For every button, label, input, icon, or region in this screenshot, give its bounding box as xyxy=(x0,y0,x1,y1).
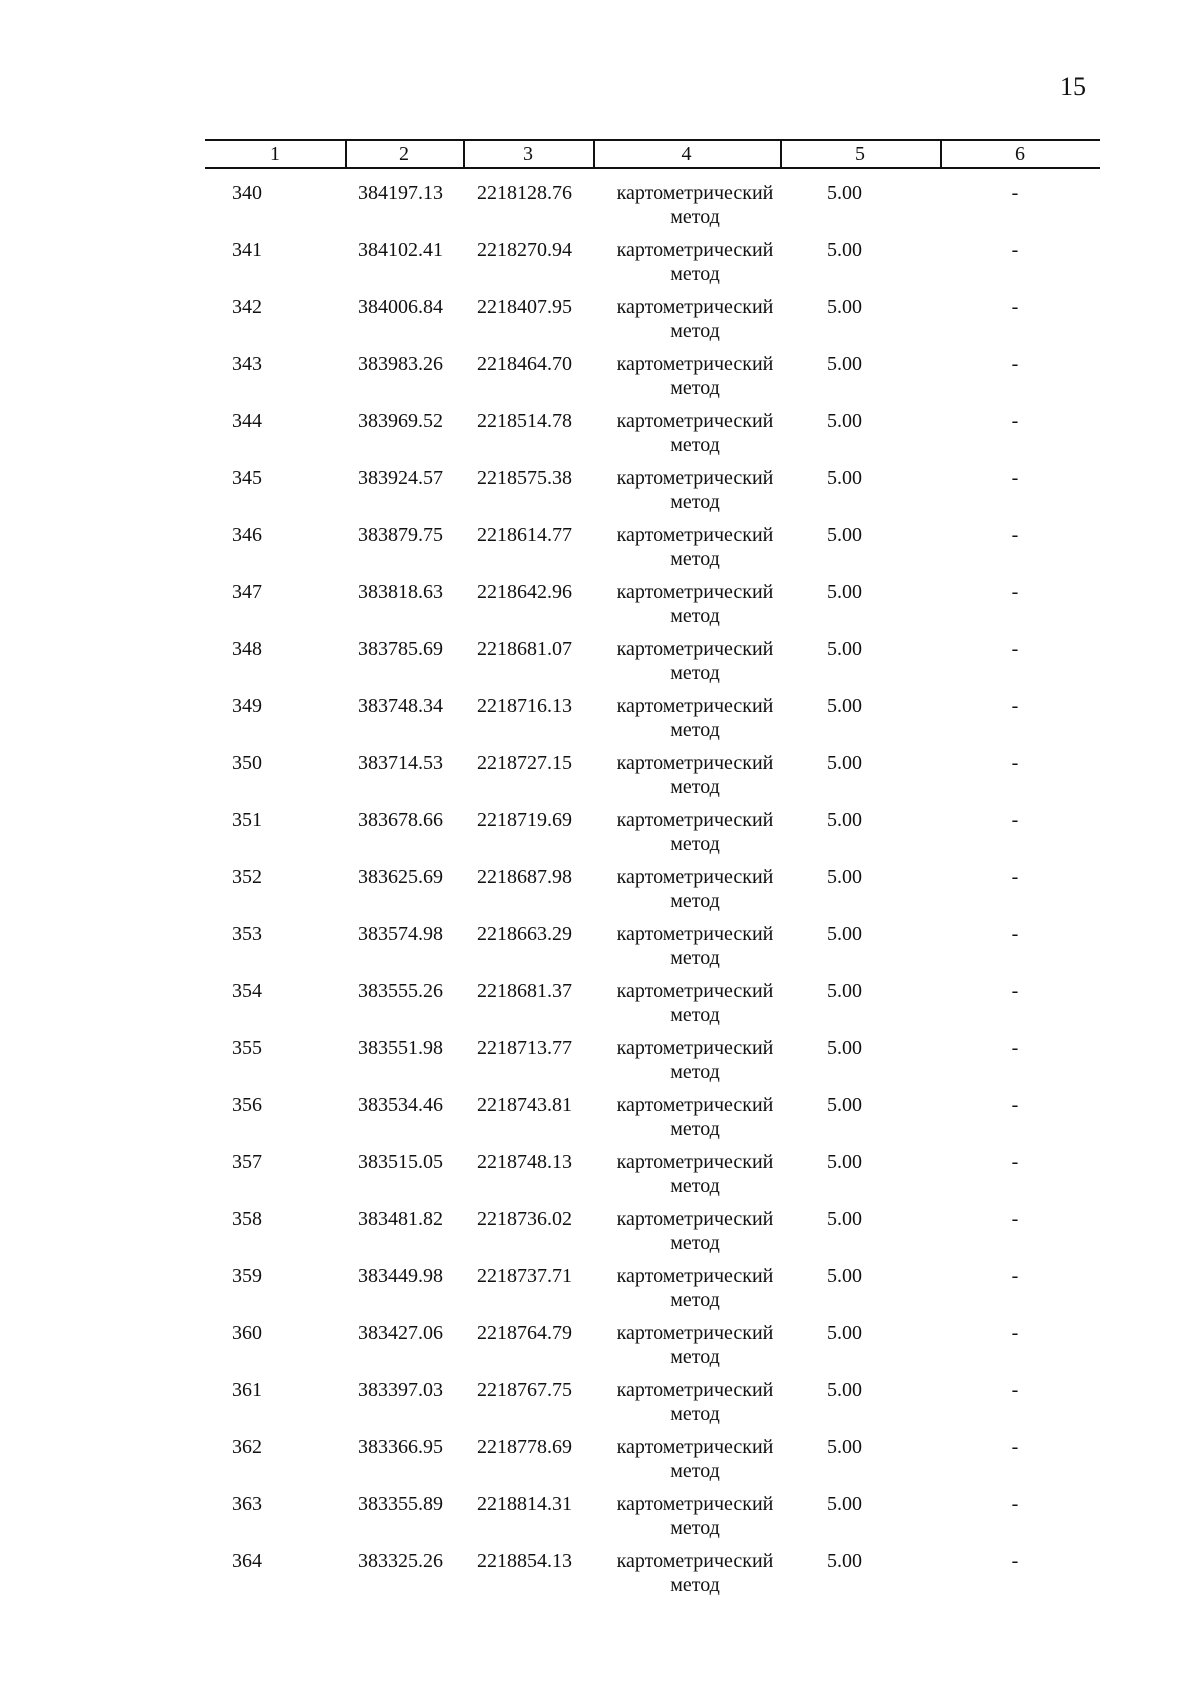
y-coordinate-cell: 2218727.15 xyxy=(477,752,572,774)
accuracy-cell: 5.00 xyxy=(827,1208,862,1230)
table-row xyxy=(205,226,1100,283)
accuracy-cell: 5.00 xyxy=(827,1550,862,1572)
table-row xyxy=(205,511,1100,568)
table-row xyxy=(205,1024,1100,1081)
note-cell: - xyxy=(1011,581,1019,603)
table-row xyxy=(205,568,1100,625)
row-number-cell: 353 xyxy=(232,923,262,945)
accuracy-cell: 5.00 xyxy=(827,1322,862,1344)
note-cell: - xyxy=(1011,752,1019,774)
x-coordinate-cell: 383397.03 xyxy=(358,1379,443,1401)
header-cell-5: 5 xyxy=(855,143,865,165)
method-cell: картометрический метод xyxy=(616,524,774,570)
method-cell: картометрический метод xyxy=(616,923,774,969)
table-row xyxy=(205,1081,1100,1138)
note-cell: - xyxy=(1011,638,1019,660)
row-number-cell: 362 xyxy=(232,1436,262,1458)
accuracy-cell: 5.00 xyxy=(827,752,862,774)
table-row xyxy=(205,682,1100,739)
note-cell: - xyxy=(1011,1208,1019,1230)
accuracy-cell: 5.00 xyxy=(827,581,862,603)
column-divider xyxy=(940,139,942,167)
note-cell: - xyxy=(1011,467,1019,489)
table-row xyxy=(205,1195,1100,1252)
row-number-cell: 357 xyxy=(232,1151,262,1173)
x-coordinate-cell: 384102.41 xyxy=(358,239,443,261)
x-coordinate-cell: 383481.82 xyxy=(358,1208,443,1230)
x-coordinate-cell: 384197.13 xyxy=(358,182,443,204)
y-coordinate-cell: 2218614.77 xyxy=(477,524,572,546)
y-coordinate-cell: 2218764.79 xyxy=(477,1322,572,1344)
y-coordinate-cell: 2218681.37 xyxy=(477,980,572,1002)
y-coordinate-cell: 2218854.13 xyxy=(477,1550,572,1572)
y-coordinate-cell: 2218719.69 xyxy=(477,809,572,831)
y-coordinate-cell: 2218575.38 xyxy=(477,467,572,489)
x-coordinate-cell: 383785.69 xyxy=(358,638,443,660)
y-coordinate-cell: 2218663.29 xyxy=(477,923,572,945)
method-cell: картометрический метод xyxy=(616,296,774,342)
method-cell: картометрический метод xyxy=(616,1379,774,1425)
table-row xyxy=(205,1252,1100,1309)
method-cell: картометрический метод xyxy=(616,638,774,684)
header-cell-3: 3 xyxy=(523,143,533,165)
note-cell: - xyxy=(1011,1493,1019,1515)
method-cell: картометрический метод xyxy=(616,1265,774,1311)
accuracy-cell: 5.00 xyxy=(827,638,862,660)
row-number-cell: 340 xyxy=(232,182,262,204)
row-number-cell: 347 xyxy=(232,581,262,603)
method-cell: картометрический метод xyxy=(616,467,774,513)
x-coordinate-cell: 384006.84 xyxy=(358,296,443,318)
table-row xyxy=(205,625,1100,682)
method-cell: картометрический метод xyxy=(616,866,774,912)
row-number-cell: 356 xyxy=(232,1094,262,1116)
note-cell: - xyxy=(1011,239,1019,261)
note-cell: - xyxy=(1011,1094,1019,1116)
x-coordinate-cell: 383625.69 xyxy=(358,866,443,888)
table-row xyxy=(205,283,1100,340)
x-coordinate-cell: 383555.26 xyxy=(358,980,443,1002)
table-header xyxy=(205,139,1100,169)
row-number-cell: 348 xyxy=(232,638,262,660)
header-cell-4: 4 xyxy=(681,143,692,165)
table-row xyxy=(205,967,1100,1024)
row-number-cell: 359 xyxy=(232,1265,262,1287)
method-cell: картометрический метод xyxy=(616,182,774,228)
x-coordinate-cell: 383534.46 xyxy=(358,1094,443,1116)
accuracy-cell: 5.00 xyxy=(827,182,862,204)
note-cell: - xyxy=(1011,524,1019,546)
method-cell: картометрический метод xyxy=(616,353,774,399)
page-number: 15 xyxy=(1060,72,1086,101)
table-row xyxy=(205,397,1100,454)
method-cell: картометрический метод xyxy=(616,1151,774,1197)
note-cell: - xyxy=(1011,866,1019,888)
method-cell: картометрический метод xyxy=(616,1493,774,1539)
y-coordinate-cell: 2218713.77 xyxy=(477,1037,572,1059)
method-cell: картометрический метод xyxy=(616,410,774,456)
y-coordinate-cell: 2218642.96 xyxy=(477,581,572,603)
row-number-cell: 345 xyxy=(232,467,262,489)
note-cell: - xyxy=(1011,1436,1019,1458)
row-number-cell: 364 xyxy=(232,1550,262,1572)
y-coordinate-cell: 2218681.07 xyxy=(477,638,572,660)
table-row xyxy=(205,1423,1100,1480)
accuracy-cell: 5.00 xyxy=(827,809,862,831)
accuracy-cell: 5.00 xyxy=(827,1151,862,1173)
row-number-cell: 341 xyxy=(232,239,262,261)
table-row xyxy=(205,1537,1100,1594)
accuracy-cell: 5.00 xyxy=(827,524,862,546)
note-cell: - xyxy=(1011,695,1019,717)
row-number-cell: 358 xyxy=(232,1208,262,1230)
table-row xyxy=(205,796,1100,853)
x-coordinate-cell: 383969.52 xyxy=(358,410,443,432)
x-coordinate-cell: 383325.26 xyxy=(358,1550,443,1572)
header-cell-6: 6 xyxy=(1015,143,1025,165)
y-coordinate-cell: 2218407.95 xyxy=(477,296,572,318)
row-number-cell: 352 xyxy=(232,866,262,888)
accuracy-cell: 5.00 xyxy=(827,239,862,261)
table-row xyxy=(205,340,1100,397)
y-coordinate-cell: 2218737.71 xyxy=(477,1265,572,1287)
note-cell: - xyxy=(1011,923,1019,945)
accuracy-cell: 5.00 xyxy=(827,1436,862,1458)
note-cell: - xyxy=(1011,1322,1019,1344)
y-coordinate-cell: 2218767.75 xyxy=(477,1379,572,1401)
note-cell: - xyxy=(1011,1550,1019,1572)
note-cell: - xyxy=(1011,980,1019,1002)
note-cell: - xyxy=(1011,1151,1019,1173)
table-row xyxy=(205,169,1100,226)
y-coordinate-cell: 2218716.13 xyxy=(477,695,572,717)
table-row xyxy=(205,910,1100,967)
note-cell: - xyxy=(1011,410,1019,432)
accuracy-cell: 5.00 xyxy=(827,980,862,1002)
accuracy-cell: 5.00 xyxy=(827,1094,862,1116)
column-divider xyxy=(345,139,347,167)
note-cell: - xyxy=(1011,353,1019,375)
row-number-cell: 343 xyxy=(232,353,262,375)
note-cell: - xyxy=(1011,182,1019,204)
y-coordinate-cell: 2218464.70 xyxy=(477,353,572,375)
y-coordinate-cell: 2218743.81 xyxy=(477,1094,572,1116)
method-cell: картометрический метод xyxy=(616,1322,774,1368)
x-coordinate-cell: 383983.26 xyxy=(358,353,443,375)
row-number-cell: 351 xyxy=(232,809,262,831)
table-row xyxy=(205,1309,1100,1366)
method-cell: картометрический метод xyxy=(616,1094,774,1140)
row-number-cell: 361 xyxy=(232,1379,262,1401)
x-coordinate-cell: 383714.53 xyxy=(358,752,443,774)
method-cell: картометрический метод xyxy=(616,1550,774,1596)
column-divider xyxy=(593,139,595,167)
x-coordinate-cell: 383574.98 xyxy=(358,923,443,945)
row-number-cell: 344 xyxy=(232,410,262,432)
note-cell: - xyxy=(1011,809,1019,831)
method-cell: картометрический метод xyxy=(616,752,774,798)
x-coordinate-cell: 383551.98 xyxy=(358,1037,443,1059)
accuracy-cell: 5.00 xyxy=(827,923,862,945)
y-coordinate-cell: 2218128.76 xyxy=(477,182,572,204)
note-cell: - xyxy=(1011,1379,1019,1401)
accuracy-cell: 5.00 xyxy=(827,866,862,888)
row-number-cell: 342 xyxy=(232,296,262,318)
row-number-cell: 363 xyxy=(232,1493,262,1515)
coordinates-table xyxy=(205,139,1100,1594)
y-coordinate-cell: 2218814.31 xyxy=(477,1493,572,1515)
method-cell: картометрический метод xyxy=(616,980,774,1026)
method-cell: картометрический метод xyxy=(616,1436,774,1482)
y-coordinate-cell: 2218687.98 xyxy=(477,866,572,888)
y-coordinate-cell: 2218748.13 xyxy=(477,1151,572,1173)
y-coordinate-cell: 2218514.78 xyxy=(477,410,572,432)
x-coordinate-cell: 383427.06 xyxy=(358,1322,443,1344)
note-cell: - xyxy=(1011,1037,1019,1059)
x-coordinate-cell: 383818.63 xyxy=(358,581,443,603)
header-cell-1: 1 xyxy=(270,143,280,165)
table-row xyxy=(205,853,1100,910)
row-number-cell: 350 xyxy=(232,752,262,774)
method-cell: картометрический метод xyxy=(616,695,774,741)
table-body xyxy=(205,169,1100,1594)
y-coordinate-cell: 2218270.94 xyxy=(477,239,572,261)
column-divider xyxy=(463,139,465,167)
row-number-cell: 349 xyxy=(232,695,262,717)
row-number-cell: 360 xyxy=(232,1322,262,1344)
x-coordinate-cell: 383678.66 xyxy=(358,809,443,831)
note-cell: - xyxy=(1011,1265,1019,1287)
row-number-cell: 355 xyxy=(232,1037,262,1059)
table-row xyxy=(205,1480,1100,1537)
row-number-cell: 346 xyxy=(232,524,262,546)
table-row xyxy=(205,454,1100,511)
table-row xyxy=(205,739,1100,796)
x-coordinate-cell: 383355.89 xyxy=(358,1493,443,1515)
row-number-cell: 354 xyxy=(232,980,262,1002)
accuracy-cell: 5.00 xyxy=(827,1493,862,1515)
x-coordinate-cell: 383366.95 xyxy=(358,1436,443,1458)
accuracy-cell: 5.00 xyxy=(827,1379,862,1401)
table-row xyxy=(205,1366,1100,1423)
accuracy-cell: 5.00 xyxy=(827,353,862,375)
accuracy-cell: 5.00 xyxy=(827,410,862,432)
y-coordinate-cell: 2218736.02 xyxy=(477,1208,572,1230)
note-cell: - xyxy=(1011,296,1019,318)
method-cell: картометрический метод xyxy=(616,581,774,627)
accuracy-cell: 5.00 xyxy=(827,1265,862,1287)
x-coordinate-cell: 383748.34 xyxy=(358,695,443,717)
accuracy-cell: 5.00 xyxy=(827,467,862,489)
method-cell: картометрический метод xyxy=(616,239,774,285)
x-coordinate-cell: 383449.98 xyxy=(358,1265,443,1287)
x-coordinate-cell: 383924.57 xyxy=(358,467,443,489)
accuracy-cell: 5.00 xyxy=(827,1037,862,1059)
method-cell: картометрический метод xyxy=(616,1208,774,1254)
x-coordinate-cell: 383879.75 xyxy=(358,524,443,546)
x-coordinate-cell: 383515.05 xyxy=(358,1151,443,1173)
table-row xyxy=(205,1138,1100,1195)
y-coordinate-cell: 2218778.69 xyxy=(477,1436,572,1458)
accuracy-cell: 5.00 xyxy=(827,695,862,717)
method-cell: картометрический метод xyxy=(616,809,774,855)
method-cell: картометрический метод xyxy=(616,1037,774,1083)
column-divider xyxy=(780,139,782,167)
header-cell-2: 2 xyxy=(399,143,409,165)
accuracy-cell: 5.00 xyxy=(827,296,862,318)
